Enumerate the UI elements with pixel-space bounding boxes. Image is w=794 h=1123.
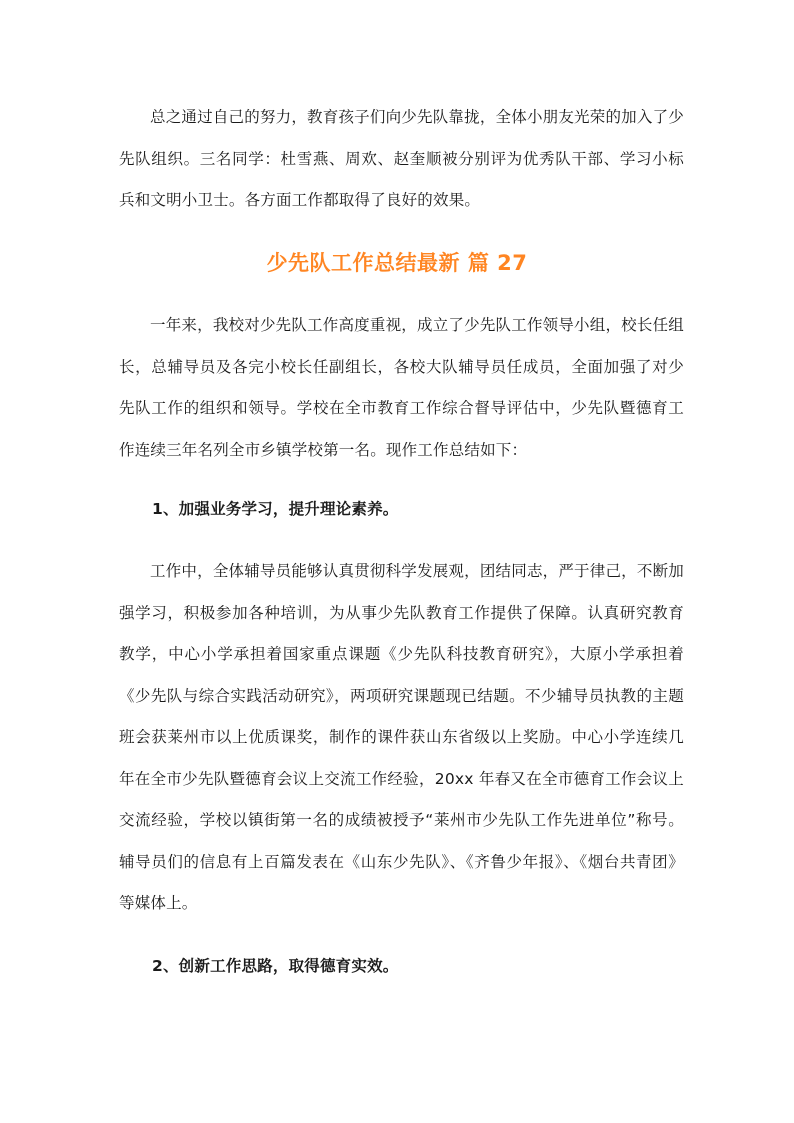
subheading-2: 2、创新工作思路，取得德育实效。 <box>152 957 399 975</box>
section-title: 少先队工作总结最新 篇 27 <box>266 251 528 275</box>
intro-paragraph: 总之通过自己的努力，教育孩子们向少先队靠拢，全体小朋友光荣的加入了少先队组织。三名同学：杜雪燕、周欢、赵奎顺被分别评为优秀队干部、学习小标兵和文明小卫士。各方面工作都取得了良好的效果。 <box>119 108 684 209</box>
body-paragraph-1: 一年来，我校对少先队工作高度重视，成立了少先队工作领导小组，校长任组长，总辅导员及各完小校长任副组长，各校大队辅导员任成员，全面加强了对少先队工作的组织和领导。学校在全市教育工作综合督导评估中，少先队暨德育工作连续三年名列全市乡镇学校第一名。现作工作总结如下： <box>119 316 684 459</box>
subheading-1: 1、加强业务学习，提升理论素养。 <box>152 500 399 518</box>
body-paragraph-2: 工作中，全体辅导员能够认真贯彻科学发展观，团结同志，严于律己，不断加强学习，积极参加各种培训，为从事少先队教育工作提供了保障。认真研究教育教学，中心小学承担着国家重点课题《少先队科技教育研究》，大原小学承担着《少先队与综合实践活动研究》，两项研究课题现已结题。不少辅导员执教的主题班会获莱州市以上优质课奖，制作的课件获山东省级以上奖励。中心小学连续几年在全市少先队暨德育会议上交流工作经验，20xx 年春又在全市德育工作会议上交流经验，学校以镇街第一名的成绩被授予“莱州市少先队工作先进单位”称号。辅导员们的信息有上百篇发表在《山东少先队》、《齐鲁少年报》、《烟台共青团》等媒体上。 <box>119 562 684 912</box>
